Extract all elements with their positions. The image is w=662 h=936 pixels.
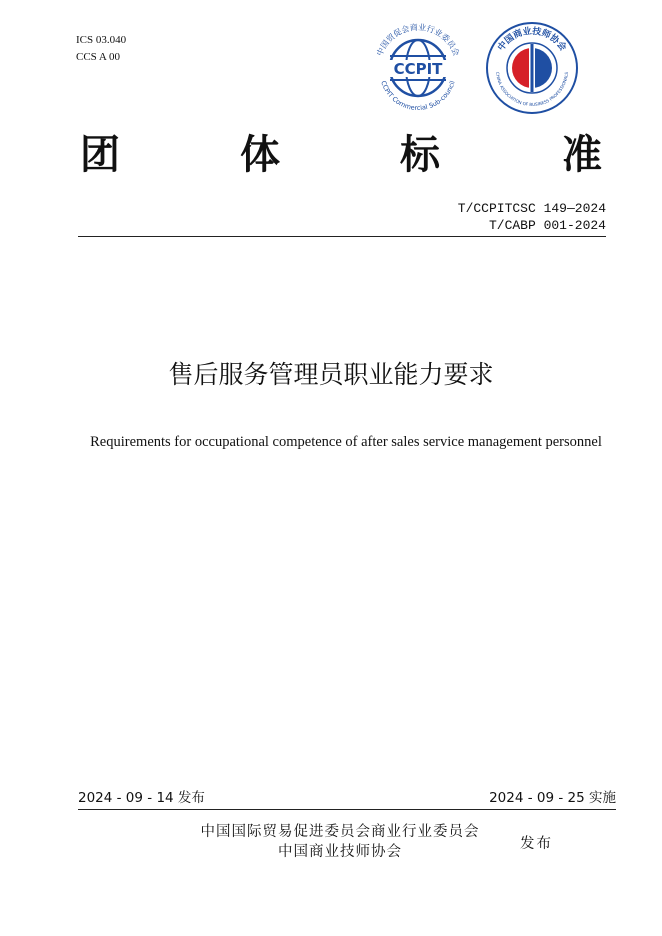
classification-codes [76, 32, 126, 66]
heading-char-4: 准 [562, 132, 602, 178]
standard-numbers [458, 200, 606, 234]
ccpit-ring-en: CCPIT Commercial Sub-council [379, 79, 457, 113]
cabp-ring-en: CHINA ASSOCIATION OF BUSINESS PROFESSIONALS [495, 71, 569, 108]
ccpit-logo [366, 18, 470, 118]
issuing-organizations [170, 822, 510, 862]
issuer-2: 中国商业技师协会 [278, 844, 402, 860]
standard-number-2: T/CABP 001-2024 [488, 218, 606, 233]
title-chinese: 售后服务管理员职业能力要求 [168, 360, 494, 389]
ccpit-logo-graphic [366, 18, 470, 118]
ccs-code: CCS A 00 [76, 51, 121, 63]
header-rule [78, 236, 606, 237]
footer-rule [78, 809, 616, 810]
heading-char-1: 团 [80, 132, 120, 178]
title-english: Requirements for occupational competence of after sales service management personnel [90, 434, 602, 450]
implementation-date: 2024 - 09 - 25 实施 [489, 790, 616, 806]
issuer-1: 中国国际贸易促进委员会商业行业委员会 [200, 824, 480, 840]
cabp-ring-cn: 中国商业技师协会 [496, 26, 568, 54]
standard-number-1: T/CCPITCSC 149—2024 [457, 201, 606, 216]
publish-label: 发布 [520, 836, 553, 852]
heading-char-2: 体 [240, 132, 280, 178]
issue-date: 2024 - 09 - 14 发布 [78, 790, 205, 806]
cabp-logo [484, 18, 580, 118]
ccpit-ring-cn: 中国贸促会商业行业委员会 [375, 22, 461, 58]
heading-char-3: 标 [400, 132, 440, 178]
ics-code: ICS 03.040 [76, 34, 127, 46]
cabp-logo-graphic [484, 18, 580, 118]
ccpit-center-text: CCPIT [393, 60, 443, 78]
